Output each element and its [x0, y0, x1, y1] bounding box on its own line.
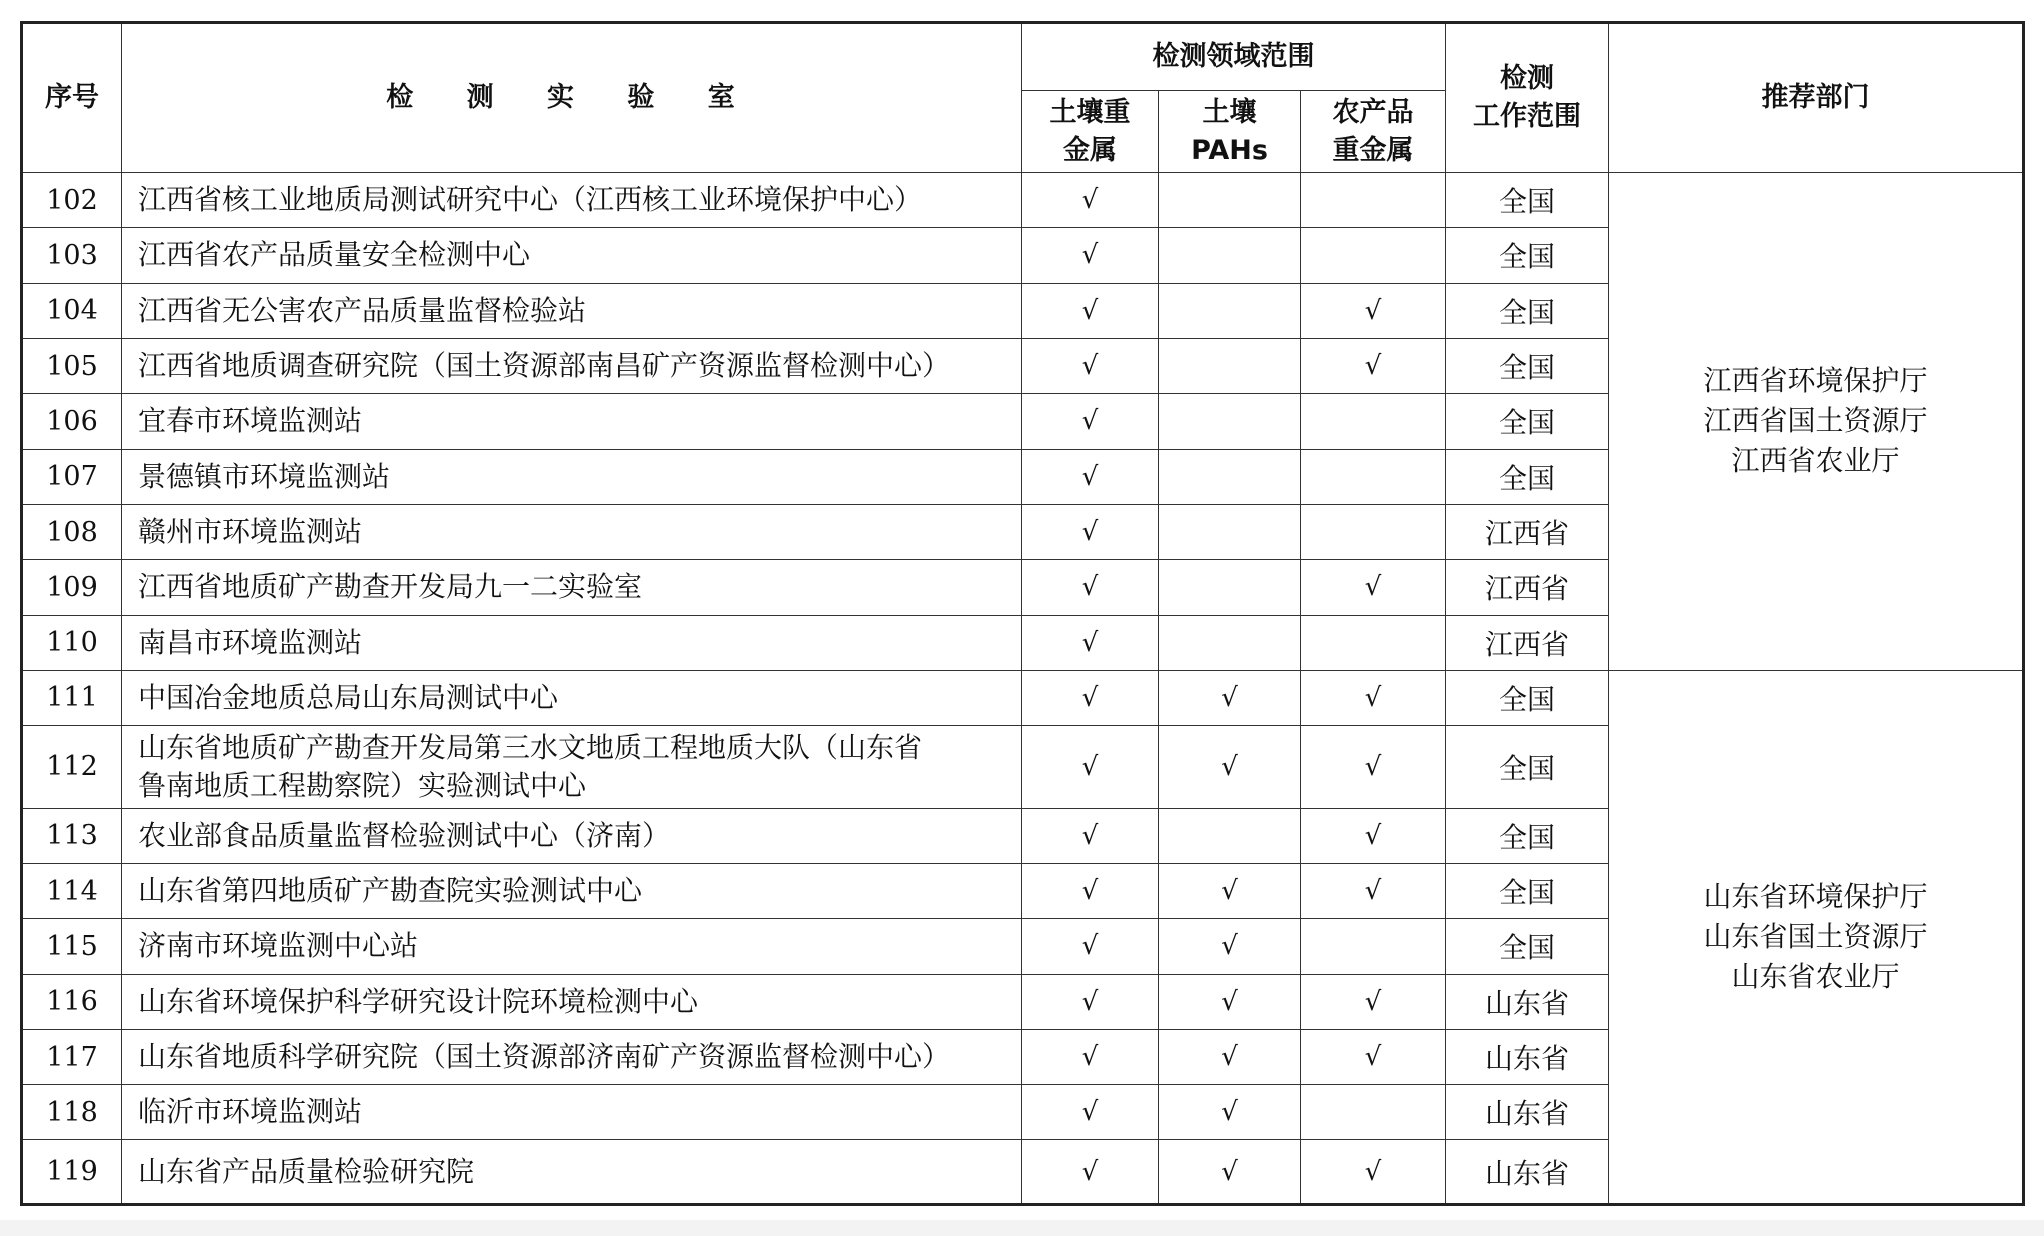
lab-name: 南昌市环境监测站	[122, 615, 1022, 670]
work-scope: 江西省	[1446, 615, 1609, 670]
check-soil-pahs	[1159, 560, 1301, 615]
work-scope: 全国	[1446, 173, 1609, 228]
check-agri-metal	[1301, 504, 1446, 559]
check-soil-pahs	[1159, 338, 1301, 393]
check-soil-metal: √	[1022, 173, 1159, 228]
work-scope: 山东省	[1446, 1029, 1609, 1084]
work-scope: 全国	[1446, 726, 1609, 808]
lab-name: 江西省核工业地质局测试研究中心（江西核工业环境保护中心）	[122, 173, 1022, 228]
table-row	[22, 173, 2024, 228]
check-agri-metal: √	[1301, 338, 1446, 393]
work-scope: 全国	[1446, 919, 1609, 974]
work-scope: 全国	[1446, 394, 1609, 449]
check-soil-pahs	[1159, 808, 1301, 863]
check-soil-pahs	[1159, 615, 1301, 670]
check-soil-pahs: √	[1159, 726, 1301, 808]
lab-name: 景德镇市环境监测站	[122, 449, 1022, 504]
row-number: 106	[22, 394, 122, 449]
header-dept: 推荐部门	[1609, 23, 2024, 173]
work-scope: 全国	[1446, 863, 1609, 918]
lab-name-line2: 鲁南地质工程勘察院）实验测试中心	[138, 768, 587, 802]
lab-name: 江西省无公害农产品质量监督检验站	[122, 283, 1022, 338]
check-soil-pahs: √	[1159, 1140, 1301, 1205]
header-soil-pahs	[1159, 91, 1301, 173]
check-soil-pahs	[1159, 394, 1301, 449]
header-scope-line2: 工作范围	[1473, 101, 1582, 132]
lab-name: 农业部食品质量监督检验测试中心（济南）	[122, 808, 1022, 863]
lab-name: 江西省地质矿产勘查开发局九一二实验室	[122, 560, 1022, 615]
check-soil-pahs	[1159, 449, 1301, 504]
work-scope: 江西省	[1446, 560, 1609, 615]
lab-name: 济南市环境监测中心站	[122, 919, 1022, 974]
lab-name-line1: 山东省地质矿产勘查开发局第三水文地质工程地质大队（山东省	[138, 730, 923, 764]
dept-jiangxi-land: 江西省国土资源厅	[1703, 404, 1928, 438]
lab-name: 江西省地质调查研究院（国土资源部南昌矿产资源监督检测中心）	[122, 338, 1022, 393]
check-agri-metal: √	[1301, 863, 1446, 918]
header-soil-metal	[1022, 91, 1159, 173]
row-number: 117	[22, 1029, 122, 1084]
row-number: 110	[22, 615, 122, 670]
row-number: 116	[22, 974, 122, 1029]
check-agri-metal	[1301, 919, 1446, 974]
dept-shandong-agri: 山东省农业厅	[1731, 959, 1900, 993]
dept-shandong-env: 山东省环境保护厅	[1703, 879, 1928, 913]
check-soil-pahs	[1159, 173, 1301, 228]
row-number: 119	[22, 1140, 122, 1205]
header-soil-metal-line2: 金属	[1063, 134, 1117, 166]
header-agri-metal-line1: 农产品	[1332, 96, 1414, 128]
header-agri-metal	[1301, 91, 1446, 173]
row-number: 112	[22, 726, 122, 808]
check-soil-metal: √	[1022, 808, 1159, 863]
check-agri-metal: √	[1301, 560, 1446, 615]
header-lab: 检 测 实 验 室	[122, 23, 1022, 173]
lab-name: 临沂市环境监测站	[122, 1085, 1022, 1140]
check-soil-metal: √	[1022, 1085, 1159, 1140]
work-scope: 全国	[1446, 338, 1609, 393]
row-number: 114	[22, 863, 122, 918]
check-soil-metal: √	[1022, 919, 1159, 974]
check-soil-metal: √	[1022, 1140, 1159, 1205]
row-number: 111	[22, 670, 122, 725]
row-number: 108	[22, 504, 122, 559]
lab-name: 山东省地质科学研究院（国土资源部济南矿产资源监督检测中心）	[122, 1029, 1022, 1084]
check-soil-pahs: √	[1159, 974, 1301, 1029]
check-soil-pahs: √	[1159, 919, 1301, 974]
work-scope: 山东省	[1446, 974, 1609, 1029]
check-soil-metal: √	[1022, 726, 1159, 808]
check-soil-metal: √	[1022, 228, 1159, 283]
work-scope: 江西省	[1446, 504, 1609, 559]
check-soil-metal: √	[1022, 670, 1159, 725]
work-scope: 全国	[1446, 449, 1609, 504]
check-soil-pahs	[1159, 504, 1301, 559]
row-number: 102	[22, 173, 122, 228]
dept-shandong	[1609, 670, 2024, 1204]
check-agri-metal: √	[1301, 283, 1446, 338]
row-number: 109	[22, 560, 122, 615]
check-soil-metal: √	[1022, 863, 1159, 918]
header-agri-metal-line2: 重金属	[1332, 134, 1414, 166]
row-number: 104	[22, 283, 122, 338]
lab-name: 赣州市环境监测站	[122, 504, 1022, 559]
check-soil-metal: √	[1022, 504, 1159, 559]
check-agri-metal	[1301, 228, 1446, 283]
check-soil-pahs: √	[1159, 1029, 1301, 1084]
work-scope: 山东省	[1446, 1140, 1609, 1205]
dept-shandong-land: 山东省国土资源厅	[1703, 919, 1928, 953]
check-agri-metal	[1301, 449, 1446, 504]
row-number: 113	[22, 808, 122, 863]
check-soil-pahs: √	[1159, 863, 1301, 918]
header-field-group: 检测领域范围	[1022, 23, 1446, 91]
dept-jiangxi-env: 江西省环境保护厅	[1703, 364, 1928, 398]
header-soil-pahs-line2: PAHs	[1191, 134, 1268, 166]
check-agri-metal: √	[1301, 726, 1446, 808]
lab-name: 宜春市环境监测站	[122, 394, 1022, 449]
work-scope: 全国	[1446, 228, 1609, 283]
check-agri-metal: √	[1301, 1029, 1446, 1084]
check-soil-pahs: √	[1159, 670, 1301, 725]
check-agri-metal	[1301, 1085, 1446, 1140]
check-soil-pahs	[1159, 228, 1301, 283]
work-scope: 全国	[1446, 670, 1609, 725]
dept-jiangxi	[1609, 173, 2024, 671]
header-scope-line1: 检测	[1500, 63, 1555, 94]
check-soil-metal: √	[1022, 1029, 1159, 1084]
check-agri-metal	[1301, 173, 1446, 228]
work-scope: 全国	[1446, 283, 1609, 338]
check-agri-metal: √	[1301, 974, 1446, 1029]
work-scope: 山东省	[1446, 1085, 1609, 1140]
work-scope: 全国	[1446, 808, 1609, 863]
lab-name: 山东省环境保护科学研究设计院环境检测中心	[122, 974, 1022, 1029]
check-soil-metal: √	[1022, 615, 1159, 670]
header-soil-pahs-line1: 土壤	[1202, 96, 1257, 128]
lab-name: 中国冶金地质总局山东局测试中心	[122, 670, 1022, 725]
check-soil-metal: √	[1022, 974, 1159, 1029]
row-number: 105	[22, 338, 122, 393]
row-number: 115	[22, 919, 122, 974]
check-soil-metal: √	[1022, 338, 1159, 393]
check-soil-metal: √	[1022, 283, 1159, 338]
header-scope	[1446, 23, 1609, 173]
check-soil-metal: √	[1022, 394, 1159, 449]
lab-name	[122, 726, 1022, 808]
header-soil-metal-line1: 土壤重	[1049, 96, 1131, 128]
lab-name: 山东省第四地质矿产勘查院实验测试中心	[122, 863, 1022, 918]
dept-jiangxi-agri: 江西省农业厅	[1731, 444, 1900, 478]
table-row	[22, 670, 2024, 725]
row-number: 107	[22, 449, 122, 504]
check-agri-metal: √	[1301, 1140, 1446, 1205]
check-agri-metal	[1301, 615, 1446, 670]
check-agri-metal: √	[1301, 808, 1446, 863]
row-number: 118	[22, 1085, 122, 1140]
header-seq: 序号	[22, 23, 122, 173]
lab-name: 江西省农产品质量安全检测中心	[122, 228, 1022, 283]
check-soil-metal: √	[1022, 449, 1159, 504]
check-agri-metal: √	[1301, 670, 1446, 725]
laboratory-table	[20, 21, 2025, 1206]
check-soil-pahs: √	[1159, 1085, 1301, 1140]
check-soil-metal: √	[1022, 560, 1159, 615]
row-number: 103	[22, 228, 122, 283]
check-soil-pahs	[1159, 283, 1301, 338]
check-agri-metal	[1301, 394, 1446, 449]
lab-name: 山东省产品质量检验研究院	[122, 1140, 1022, 1205]
